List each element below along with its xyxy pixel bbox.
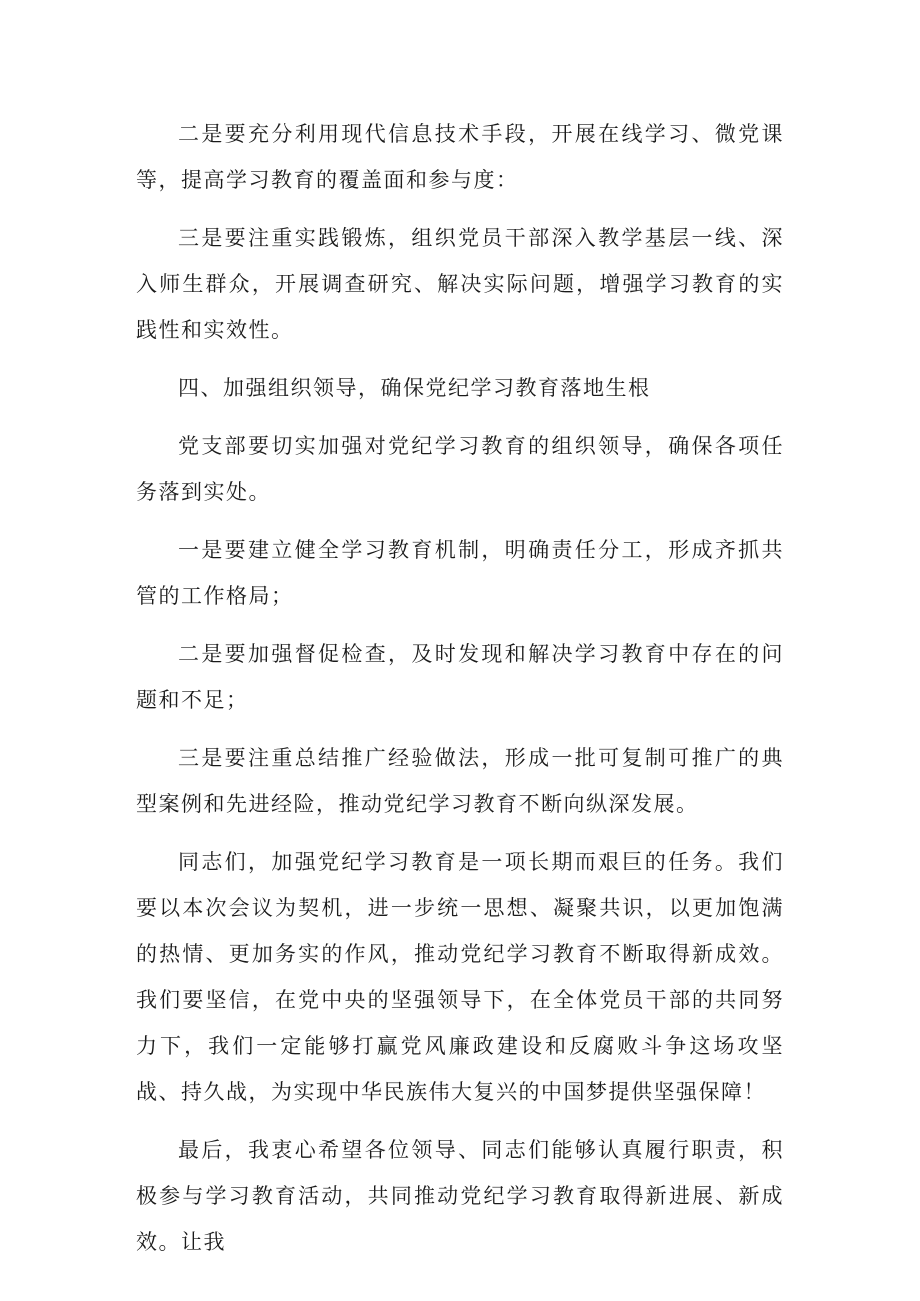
paragraph-branch-leadership: 党支部要切实加强对党纪学习教育的组织领导，确保各项任务落到实处。 <box>136 434 784 504</box>
paragraph-mechanism: 一是要建立健全学习教育机制，明确责任分工，形成齐抓共管的工作格局； <box>136 538 784 608</box>
paragraph-closing: 最后，我衷心希望各位领导、同志们能够认真履行职责，积极参与学习教育活动，共同推动党纪学习教育取得新进展、新成效。让我 <box>136 1138 784 1254</box>
paragraph-experience: 三是要注重总结推广经验做法，形成一批可复制可推广的典型案例和先进经险，推动党纪学习教育不断向纵深发展。 <box>136 746 784 816</box>
paragraph-comrades: 同志们，加强党纪学习教育是一项长期而艰巨的任务。我们要以本次会议为契机，进一步统一思想、凝聚共识，以更加饱满的热情、更加务实的作风，推动党纪学习教育不断取得新成效。我们要坚信，在党中央的坚强领导下，在全体党员干部的共同努力下，我们一定能够打赢党风廉政建设和反腐败斗争这场攻坚战、持久战，为实现中华民族伟大复兴的中国梦提供坚强保障！ <box>136 850 784 1104</box>
section-heading-organization: 四、加强组织领导，确保党纪学习教育落地生根 <box>178 376 651 400</box>
paragraph-online-learning: 二是要充分利用现代信息技术手段，开展在线学习、微党课等，提高学习教育的覆盖面和参与度： <box>136 122 784 192</box>
paragraph-practice: 三是要注重实践锻炼，组织党员干部深入教学基层一线、深入师生群众，开展调查研究、解决实际问题，增强学习教育的实践性和实效性。 <box>136 226 784 342</box>
paragraph-supervision: 二是要加强督促检查，及时发现和解决学习教育中存在的问题和不足； <box>136 642 784 712</box>
